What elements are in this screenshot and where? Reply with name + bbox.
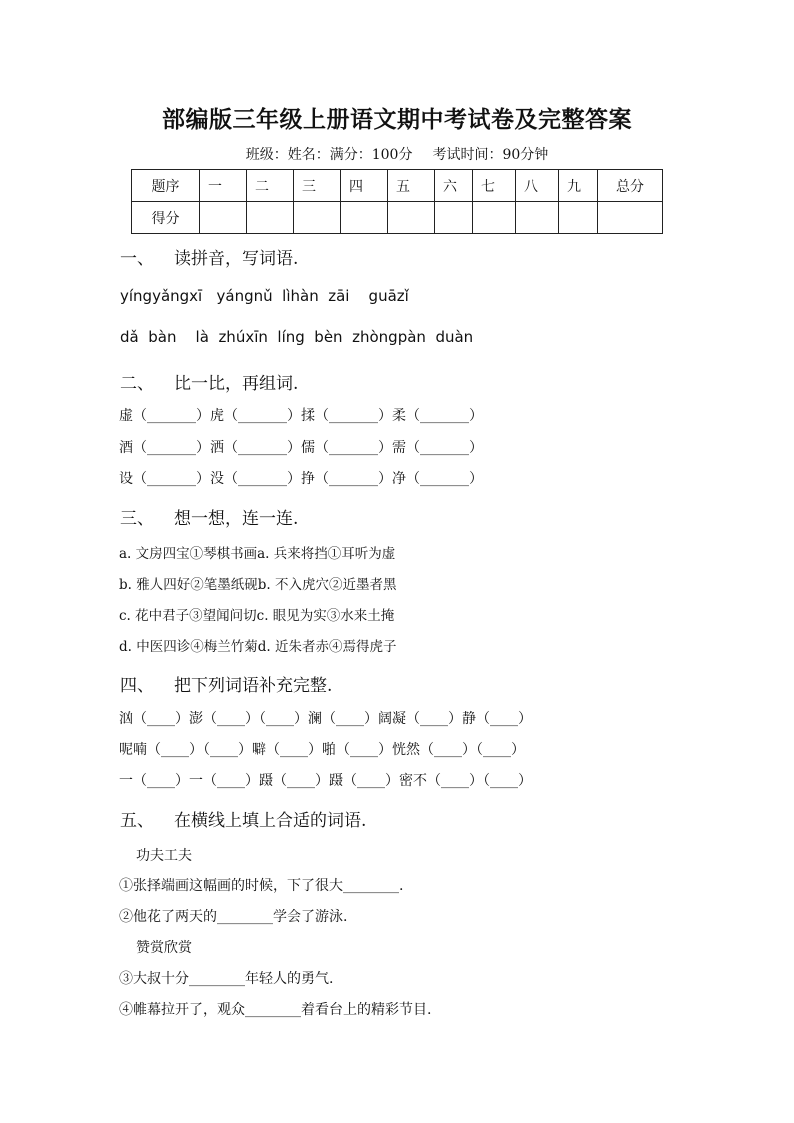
fill-blank-question: ①张择端画这幅画的时候，下了很大________.	[119, 878, 404, 894]
word-choice-group: 功夫工夫	[136, 848, 192, 864]
score-table-cell: 七	[473, 170, 516, 202]
class-name-score-label: 班级：姓名：满分：100分	[245, 147, 413, 163]
score-table-cell: 四	[341, 170, 388, 202]
matching-line: a. 文房四宝①琴棋书画a. 兵来将挡①耳听为虚	[119, 546, 396, 562]
score-table-cell: 九	[559, 170, 598, 202]
score-table-cell: 二	[247, 170, 294, 202]
section-title: 把下列词语补充完整.	[174, 676, 333, 696]
score-input-cell[interactable]	[516, 202, 559, 234]
score-input-cell[interactable]	[200, 202, 247, 234]
word-group-line: 设（_______）没（_______）挣（_______）净（_______）	[119, 471, 483, 487]
word-choice-group: 赞赏欣赏	[136, 940, 192, 956]
section-number: 五、	[120, 811, 154, 831]
pinyin-line: yíngyǎngxī yángnǔ lìhàn zāi guāzǐ	[120, 287, 409, 305]
section-number: 三、	[120, 509, 154, 529]
score-row-label: 得分	[132, 202, 200, 234]
section-number: 四、	[120, 676, 154, 696]
exam-time-label: 考试时间：90分钟	[432, 147, 549, 163]
fill-blank-question: ②他花了两天的________学会了游泳.	[119, 909, 348, 925]
pinyin-line: dǎ bàn là zhúxīn líng bèn zhòngpàn duàn	[120, 328, 474, 346]
score-input-cell[interactable]	[559, 202, 598, 234]
score-table-cell: 一	[200, 170, 247, 202]
score-table-cell: 题序	[132, 170, 200, 202]
fill-blank-question: ③大叔十分________年轻人的勇气.	[119, 971, 334, 987]
score-table-cell: 六	[435, 170, 473, 202]
matching-line: d. 中医四诊④梅兰竹菊d. 近朱者赤④焉得虎子	[119, 639, 397, 655]
score-table	[131, 169, 663, 234]
section-5-heading	[120, 806, 366, 831]
section-4-heading	[120, 671, 332, 696]
word-group-line: 虚（_______）虎（_______）揉（_______）柔（_______）	[119, 408, 483, 424]
idiom-line: 一（____）一（____）蹑（____）蹑（____）密不（____）（____）	[119, 773, 532, 789]
score-input-cell[interactable]	[473, 202, 516, 234]
exam-info	[0, 144, 794, 164]
score-input-cell[interactable]	[435, 202, 473, 234]
fill-blank-question: ④帷幕拉开了，观众________着看台上的精彩节目.	[119, 1002, 432, 1018]
section-title: 比一比，再组词.	[174, 374, 299, 394]
score-table-header-row	[132, 170, 663, 202]
section-number: 一、	[120, 249, 154, 269]
section-title: 想一想，连一连.	[174, 509, 299, 529]
score-input-cell[interactable]	[247, 202, 294, 234]
section-number: 二、	[120, 374, 154, 394]
score-input-cell[interactable]	[388, 202, 435, 234]
score-table-cell: 三	[294, 170, 341, 202]
score-table-cell: 五	[388, 170, 435, 202]
score-table-cell: 八	[516, 170, 559, 202]
score-input-cell[interactable]	[341, 202, 388, 234]
section-1-heading	[120, 244, 298, 269]
score-table-cell: 总分	[598, 170, 663, 202]
word-group-line: 酒（_______）洒（_______）儒（_______）需（_______）	[119, 440, 483, 456]
matching-line: c. 花中君子③望闻问切c. 眼见为实③水来土掩	[119, 608, 395, 624]
section-title: 读拼音，写词语.	[174, 249, 299, 269]
idiom-line: 呢喃（____）（____）噼（____）啪（____）恍然（____）（____）	[119, 742, 525, 758]
section-title: 在横线上填上合适的词语.	[174, 811, 367, 831]
idiom-line: 汹（____）澎（____）（____）澜（____）阔凝（____）静（____）	[119, 711, 532, 727]
matching-line: b. 雅人四好②笔墨纸砚b. 不入虎穴②近墨者黑	[119, 577, 397, 593]
page-title: 部编版三年级上册语文期中考试卷及完整答案	[162, 106, 632, 133]
score-input-cell[interactable]	[294, 202, 341, 234]
score-input-cell[interactable]	[598, 202, 663, 234]
section-3-heading	[120, 504, 298, 529]
score-table-score-row	[132, 202, 663, 234]
section-2-heading	[120, 369, 298, 394]
